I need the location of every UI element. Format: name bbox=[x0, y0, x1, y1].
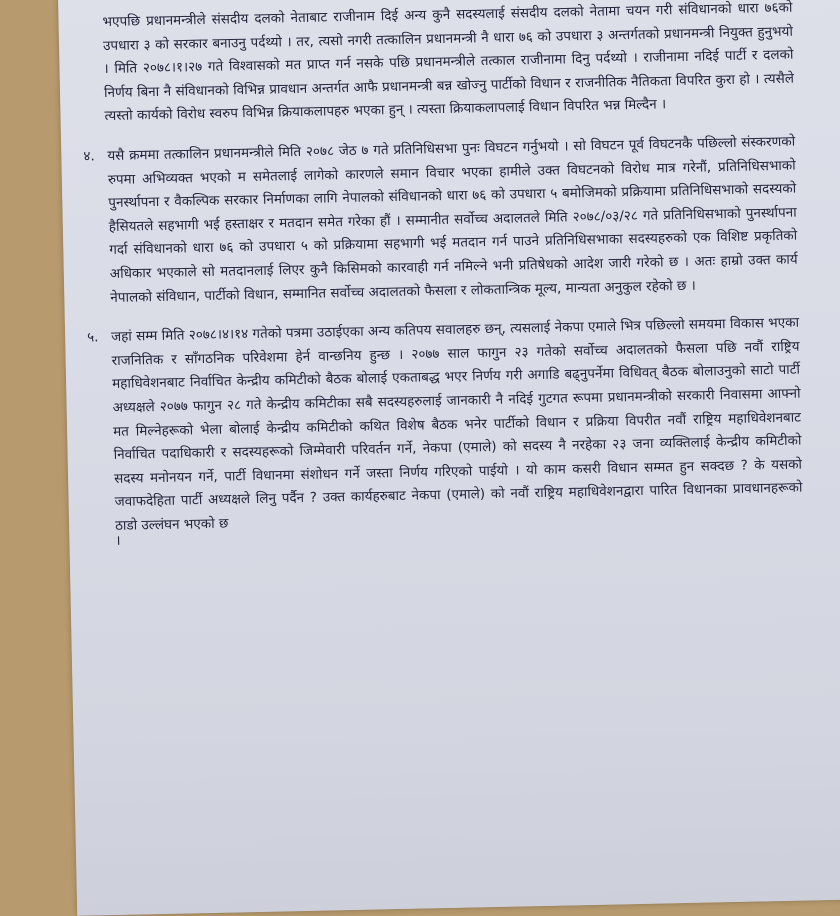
document-page bbox=[58, 0, 840, 916]
intro-paragraph: भएपछि प्रधानमन्त्रीले संसदीय दलको नेताबाट राजीनाम दिई अन्य कुनै सदस्यलाई संसदीय दलको नेतामा चयन गरी संविधानको धारा ७६को उपधारा ३ को सरकार बनाउनु पर्दथ्यो । तर, त्यसो नगरी तत्कालिन प्रधानमन्त्री नै धारा ७६ को उपधारा ३ अन्तर्गतको प्रधानमन्त्री नियुक्त हुनुभयो । मिति २०७८।१।२७ गते विश्वासको मत प्राप्त गर्न नसके पछि प्रधानमन्त्रीले तत्काल राजीनामा दिनु पर्दथ्यो । राजीनामा नदिई पार्टी र दलको निर्णय बिना नै संविधानको विभिन्न प्रावधान अन्तर्गत आफै प्रधानमन्त्री बन्न खोज्नु पार्टीको विधान र राजनीतिक नैतिकता विपरित कुरा हो । त्यसैले त्यस्तो कार्यको विरोध स्वरुप विभिन्न क्रियाकलापहरु भएका हुन् । त्यस्ता क्रियाकलापलाई विधान विपरित भन्न मिल्दैन । bbox=[102, 0, 795, 125]
list-item bbox=[86, 312, 804, 555]
item-5-text: जहां सम्म मिति २०७८।४।१४ गतेको पत्रमा उठाईएका अन्य कतिपय सवालहरु छन्, त्यसलाई नेकपा एमाले भित्र पछिल्लो समयमा विकास भएका राजनितिक र साँगठनिक परिवेशमा हेर्न वान्छनिय हुन्छ । २०७७ साल फागुन २३ गतेको सर्वोच्च अदालतको फैसला पछि नवौं राष्ट्रिय महाधिवेशनबाट निर्वाचित केन्द्रीय कमिटीको बैठक बोलाई एकताबद्ध भएर निर्णय गरी अगाडि बढ्नुपर्नेमा विधिवत् बैठक बोलाउनुको साटो पार्टी अध्यक्षले २०७७ फागुन २८ गते केन्द्रीय कमिटीका सबै सदस्यहरुलाई जानकारी नै नदिई गुटगत रूपमा प्रधानमन्त्रीको सरकारी निवासमा आफ्नो मत मिल्नेहरूको भेला बोलाई केन्द्रीय कमिटीको कथित विशेष बैठक भनेर पार्टीको विधान र प्रक्रिया विपरीत नवौं राष्ट्रिय महाधिवेशनबाट निर्वाचित पदाधिकारी र सदस्यहरूको जिम्मेवारी परिवर्तन गर्ने, नेकपा (एमाले) को सदस्य नै नरहेका २३ जना व्यक्तिलाई केन्द्रीय कमिटीको सदस्य मनोनयन गर्ने, पार्टी विधानमा संशोधन गर्ने जस्ता निर्णय गरिएको पाईयो । यो काम कसरी विधान सम्मत हुन सक्दछ ? के यसको जवाफदेहिता पार्टी अध्यक्षले लिनु पर्दैन ? उक्त कार्यहरुबाट नेकपा (एमाले) को नवौं राष्ट्रिय महाधिवेशनद्वारा पारित विधानका प्रावधानहरूको ठाडो उल्लंघन भएको छ bbox=[110, 314, 803, 534]
item-5-tail: । bbox=[115, 533, 121, 550]
list-item bbox=[83, 131, 798, 311]
item-4-text: यसै क्रममा तत्कालिन प्रधानमन्त्रीले मिति २०७८ जेठ ७ गते प्रतिनिधिसभा पुनः विघटन गर्नुभयो । सो विघटन पूर्व विघटनकै पछिल्लो संस्करणको रुपमा अभिव्यक्त भएको म समेतलाई लागेको कारणले समान विचार भएका हामीले उक्त विघटनको विरोध मात्र गरेनौं, प्रतिनिधिसभाको पुनर्स्थापना र वैकल्पिक सरकार निर्माणका लागि नेपालको संविधानको धारा ७६ को उपधारा ५ बमोजिमको प्रक्रियामा प्रतिनिधिसभाको सदस्यको हैसियतले सहभागी भई हस्ताक्षर र मतदान समेत गरेका हौं । सम्मानीत सर्वोच्च अदालतले मिति २०७८/०३/२८ गते प्रतिनिधिसभाको पुनर्स्थापना गर्दा संविधानको धारा ७६ को उपधारा ५ को प्रक्रियामा सहभागी भई मतदान गर्न पाउने प्रतिनिधिसभाका सदस्यहरुको एक विशिष्ट प्रकृतिको अधिकार भएकाले सो मतदानलाई लिएर कुनै किसिमको कारवाही गर्न नमिल्ने भनी प्रतिषेधको आदेश जारी गरेको छ । अतः हाम्रो उक्त कार्य नेपालको संविधान, पार्टीको विधान, सम्मानित सर्वोच्च अदालतको फैसला र लोकतान्त्रिक मूल्य, मान्यता अनुकुल रहेको छ । bbox=[107, 133, 798, 306]
item-number: ५. bbox=[86, 329, 99, 346]
item-number: ४. bbox=[83, 148, 95, 165]
document-body bbox=[83, 0, 804, 570]
